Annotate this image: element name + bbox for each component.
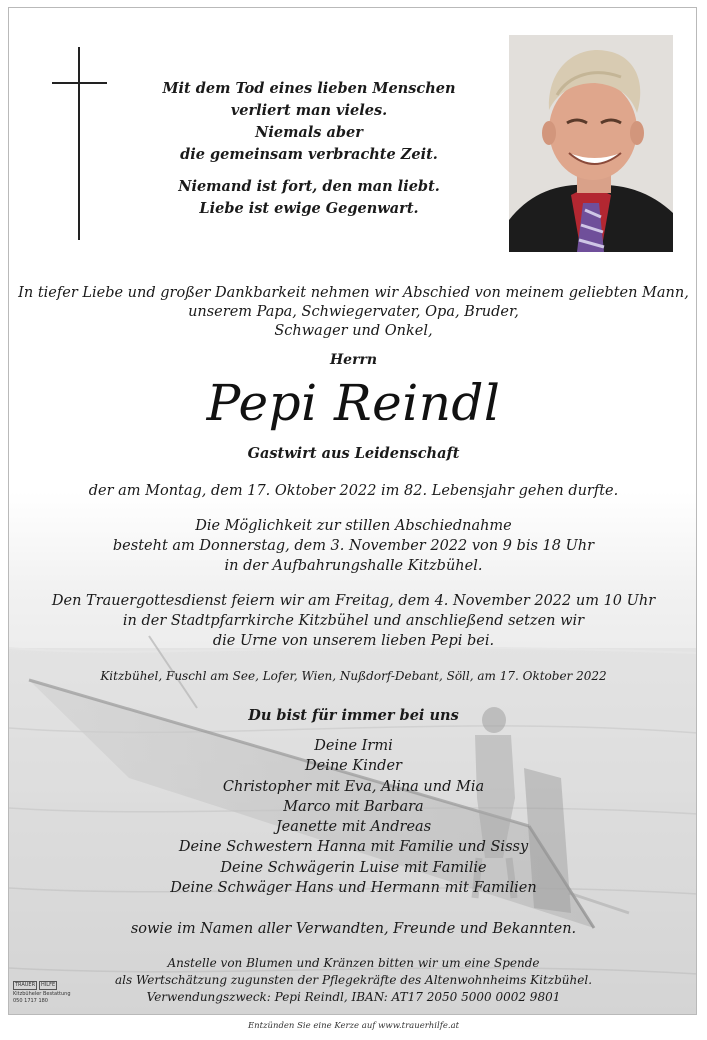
- service-line: die Urne von unserem lieben Pepi bei.: [212, 633, 495, 649]
- intro-line: Schwager und Onkel,: [274, 323, 433, 339]
- logo-mark-left: TRAUER: [15, 982, 36, 988]
- mourner: Deine Irmi: [314, 738, 393, 754]
- quote-line: verliert man vieles.: [230, 102, 388, 119]
- death-line: [9, 481, 697, 501]
- mourner: Marco mit Barbara: [283, 798, 424, 815]
- motto: Du bist für immer bei uns: [248, 707, 459, 724]
- intro-line: In tiefer Liebe und großer Dankbarkeit nehmen wir Abschied von meinem geliebten Mann,: [18, 285, 689, 301]
- logo-mark-right: HILFE: [41, 982, 56, 988]
- quote-line: Niemand ist fort, den man liebt.: [178, 178, 440, 195]
- farewell-line: besteht am Donnerstag, dem 3. November 2022 von 9 bis 18 Uhr: [112, 538, 595, 554]
- footer-candle-link[interactable]: Entzünden Sie eine Kerze auf www.trauerhilfe.at: [247, 1021, 460, 1031]
- funeral-home-logo: [13, 981, 93, 1004]
- mourner: Deine Kinder: [305, 758, 402, 775]
- donation-line: als Wertschätzung zugunsten der Pflegekräfte des Altenwohnheims Kitzbühel.: [114, 973, 593, 987]
- farewell-line: Die Möglichkeit zur stillen Abschiednahme: [195, 518, 512, 534]
- farewell-info: [9, 516, 697, 576]
- memorial-quote: [159, 78, 459, 220]
- farewell-line: in der Aufbahrungshalle Kitzbühel.: [224, 558, 483, 574]
- mourners-list: [9, 736, 697, 898]
- obituary-card: [8, 7, 697, 1015]
- logo-phone: 050 1717 180: [13, 998, 48, 1004]
- service-line: in der Stadtpfarrkirche Kitzbühel und anschließend setzen wir: [122, 613, 585, 629]
- quote-line: Niemals aber: [255, 124, 363, 141]
- mourner: Deine Schwäger Hans und Hermann mit Familien: [170, 880, 537, 897]
- mourner: Deine Schwägerin Luise mit Familie: [220, 859, 487, 876]
- quote-line: Liebe ist ewige Gegenwart.: [199, 200, 419, 217]
- intro-line: unserem Papa, Schwiegervater, Opa, Bruder,: [188, 304, 519, 320]
- mourner: Jeanette mit Andreas: [275, 819, 432, 836]
- donation-info: [9, 955, 697, 1006]
- salutation: Herrn: [329, 352, 378, 368]
- logo-mark: [13, 981, 93, 990]
- service-info: [9, 591, 697, 651]
- deceased-name: Pepi Reindl: [206, 374, 501, 432]
- cross-icon-bar: [52, 82, 107, 84]
- mourner: Deine Schwestern Hanna mit Familie und Sissy: [178, 839, 529, 856]
- mourner: Christopher mit Eva, Alina und Mia: [222, 778, 485, 795]
- donation-line: Anstelle von Blumen und Kränzen bitten wir um eine Spende: [167, 956, 540, 970]
- portrait-photo: [509, 35, 673, 252]
- logo-company: Kitzbüheler Bestattung: [13, 991, 71, 997]
- quote-line: die gemeinsam verbrachte Zeit.: [180, 146, 438, 163]
- intro-text: [9, 284, 697, 341]
- death-line-text: der am Montag, dem 17. Oktober 2022 im 82. Lebensjahr gehen durfte.: [88, 483, 619, 499]
- cross-icon: [78, 47, 80, 240]
- donation-line: Verwendungszweck: Pepi Reindl, IBAN: AT17 2050 5000 0002 9801: [146, 990, 561, 1004]
- deceased-subtitle: Gastwirt aus Leidenschaft: [247, 445, 460, 462]
- service-line: Den Trauergottesdienst feiern wir am Freitag, dem 4. November 2022 um 10 Uhr: [51, 593, 656, 609]
- closing-line: sowie im Namen aller Verwandten, Freunde und Bekannten.: [130, 921, 577, 937]
- quote-line: Mit dem Tod eines lieben Menschen: [162, 80, 456, 97]
- places-date: Kitzbühel, Fuschl am See, Lofer, Wien, Nußdorf-Debant, Söll, am 17. Oktober 2022: [100, 669, 607, 683]
